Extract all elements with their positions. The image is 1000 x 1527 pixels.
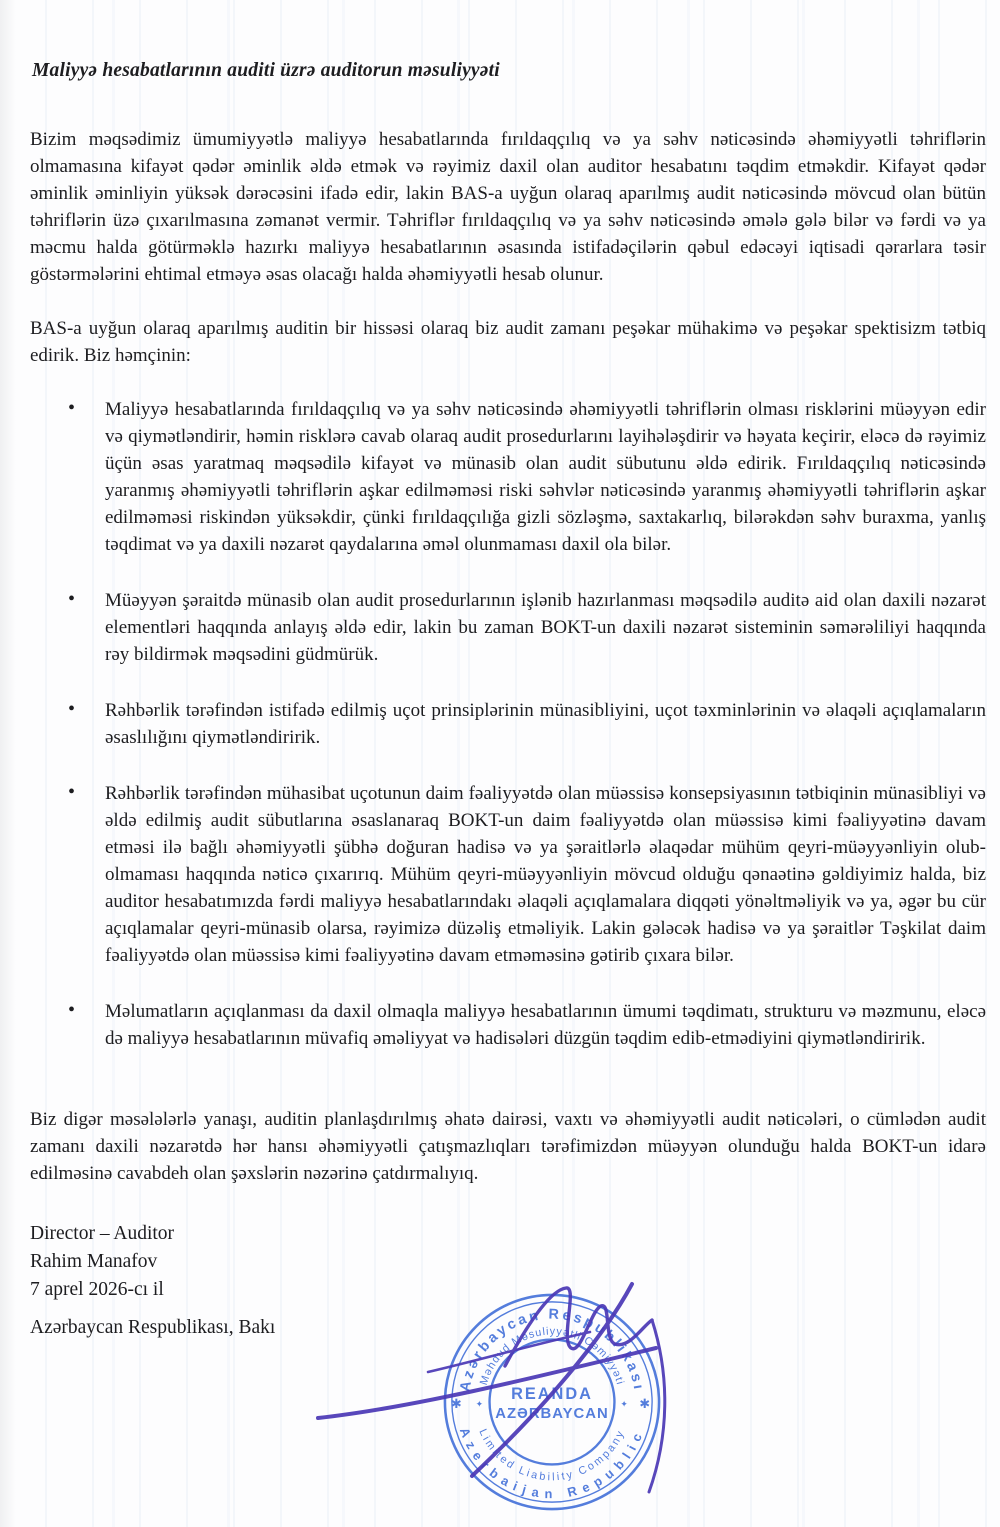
handwritten-signature-icon — [300, 1268, 700, 1508]
stamp-band-top-text: Məhdud Məsuliyyətli Cəmiyyəti — [477, 1325, 627, 1387]
list-item — [30, 780, 986, 969]
stamp-center-line1: REANDA — [511, 1385, 593, 1404]
bullet-marker: • — [68, 698, 76, 720]
signoff-date: 7 aprel 2026-cı il — [30, 1279, 164, 1300]
stamp-star-right-icon: ✱ — [639, 1395, 651, 1411]
bullet-marker: • — [68, 397, 76, 419]
paragraph-closing: Biz digər məsələlərlə yanaşı, auditin planlaşdırılmış əhatə dairəsi, vaxtı və əhəmiyyətli audit nəticələri, o cümlədən audit zamanı daxili nəzarətdə hər hansı əhəmiyyətli çatışmazlıqları tərəfimizdən müəyyən olunduğu halda BOKT-un idarə edilməsinə cavabdeh olan şəxslərin nəzərinə çatdırmalıyıq. — [30, 1109, 986, 1184]
paragraph-bas-intro: BAS-a uyğun olaraq aparılmış auditin bir hissəsi olaraq biz audit zamanı peşəkar mühakimə və peşəkar spektisizm tətbiq edirik. Biz həmçinin: — [30, 318, 986, 366]
list-item-text: Maliyyə hesabatlarında fırıldaqçılıq və ya səhv nəticəsində əhəmiyyətli təhriflərin olması risklərini müəyyən edir və qiymətləndirir, həmin risklərə cavab olaraq audit prosedurlarını layihələşdirir və həyata keçirir, eləcə də rəyimiz üçün əsas yaratmaq məqsədilə kifayət və münasib olan audit sübutunu əldə edirik. Fırıldaqçılıq nəticəsində yaranmış əhəmiyyətli təhriflərin aşkar edilməməsi riski səhvlər nəticəsində yaranmış əhəmiyyətli təhriflərin aşkar edilməməsi riskindən yüksəkdir, çünki fırıldaqçılığa gizli sözləşmə, saxtakarlıq, bilərəkdən səhv buraxma, yanlış təqdimat və ya daxili nəzarət qaydalarına əməl olunmaması daxil ola bilər. — [105, 399, 986, 555]
stamp-band-bottom-text: Limited Liability Company — [476, 1427, 628, 1484]
bullet-list — [30, 396, 986, 1052]
bullet-marker: • — [68, 999, 76, 1021]
signoff-role: Director – Auditor — [30, 1223, 175, 1244]
document-body — [30, 0, 986, 1342]
bullet-marker: • — [68, 781, 76, 803]
section-title: Maliyyə hesabatlarının auditi üzrə auditorun məsuliyyəti — [32, 60, 500, 81]
list-item — [30, 998, 986, 1052]
stamp-accent-right-icon: ✦ — [620, 1398, 628, 1409]
stamp-accent-left-icon: ✦ — [475, 1398, 484, 1409]
list-item-text: Rəhbərlik tərəfindən mühasibat uçotunun daim fəaliyyətdə olan müəssisə konsepsiyasının tətbiqinin münasibliyi və əldə edilmiş audit sübutlarına əsaslanaraq BOKT-un daim fəaliyyətdə olan müəssisə kimi fəaliyyətinə davam etməsi ilə bağlı əhəmiyyətli şübhə doğuran hadisə və ya şəraitlərlə əlaqədar mühüm qeyri-müəyyənliyin olub-olmaması haqqında nəticə çıxarırıq. Mühüm qeyri-müəyyənliyin mövcud olduğu qənaətinə gəldiyimiz halda, biz auditor hesabatımızda fərdi maliyyə hesabatlarındakı əlaqəli açıqlamalara diqqəti yönəltməliyik və ya, əgər bu cür açıqlamalar qeyri-münasib olarsa, rəyimizə düzəliş etməliyik. Lakin gələcək hadisə və ya şəraitlər Təşkilat daim fəaliyyətdə olan müəssisə kimi fəaliyyətinə davam etməməsinə gətirib çıxara bilər. — [105, 783, 986, 966]
bullet-marker: • — [68, 588, 76, 610]
stamp-center-line2: AZƏRBAYCAN — [495, 1405, 609, 1422]
paragraph-objective: Bizim məqsədimiz ümumiyyətlə maliyyə hesabatlarında fırıldaqçılıq və ya səhv nəticəsində əhəmiyyətli təhriflərin olmamasına kifayət qədər əminlik əldə etmək və rəyimiz daxil olan auditor hesabatını təqdim etməkdir. Kifayət qədər əminlik əminliyin yüksək dərəcəsini ifadə edir, lakin BAS-a uyğun olaraq aparılmış audit nəticəsində mövcud olan bütün təhriflərin üzə çıxarılmasına zəmanət vermir. Təhriflər fırıldaqçılıq və ya səhv nəticəsində əmələ gələ bilər və fərdi və ya məcmu halda götürməklə hazırkı maliyyə hesabatlarının əsasında istifadəçilərin qəbul edəcəyi iqtisadi qərarlara təsir göstərmələrini ehtimal etməyə əsas olacağı halda əhəmiyyətli hesab olunur. — [30, 129, 986, 285]
stamp-ring-bottom-text: Azerbaijan Republic — [456, 1425, 648, 1502]
list-item-text: Müəyyən şəraitdə münasib olan audit prosedurlarının işlənib hazırlanması məqsədilə auditə aid olan daxili nəzarət elementləri haqqında anlayış əldə edir, lakin bu zaman BOKT-un daxili nəzarət sisteminin səmərəliliyi haqqında rəy bildirmək məqsədini güdmürük. — [105, 590, 986, 665]
stamp-ring-top-text: Azərbaycan Respublikası — [457, 1306, 647, 1394]
signoff-location: Azərbaycan Respublikası, Bakı — [30, 1317, 276, 1338]
list-item-text: Məlumatların açıqlanması da daxil olmaqla maliyyə hesabatlarının ümumi təqdimatı, strukturu və məzmunu, eləcə də maliyyə hesabatlarının müvafiq əməliyyat və hadisələri düzgün təqdim edib-etmədiyini qiymətləndiririk. — [105, 1001, 986, 1049]
signoff-name: Rahim Manafov — [30, 1251, 158, 1272]
list-item — [30, 396, 986, 558]
stamp-star-left-icon: ✱ — [450, 1395, 462, 1411]
list-item — [30, 697, 986, 751]
list-item — [30, 587, 986, 668]
list-item-text: Rəhbərlik tərəfindən istifadə edilmiş uçot prinsiplərinin münasibliyini, uçot təxminlərinin və əlaqəli açıqlamaların əsaslılığını qiymətləndiririk. — [105, 700, 986, 748]
